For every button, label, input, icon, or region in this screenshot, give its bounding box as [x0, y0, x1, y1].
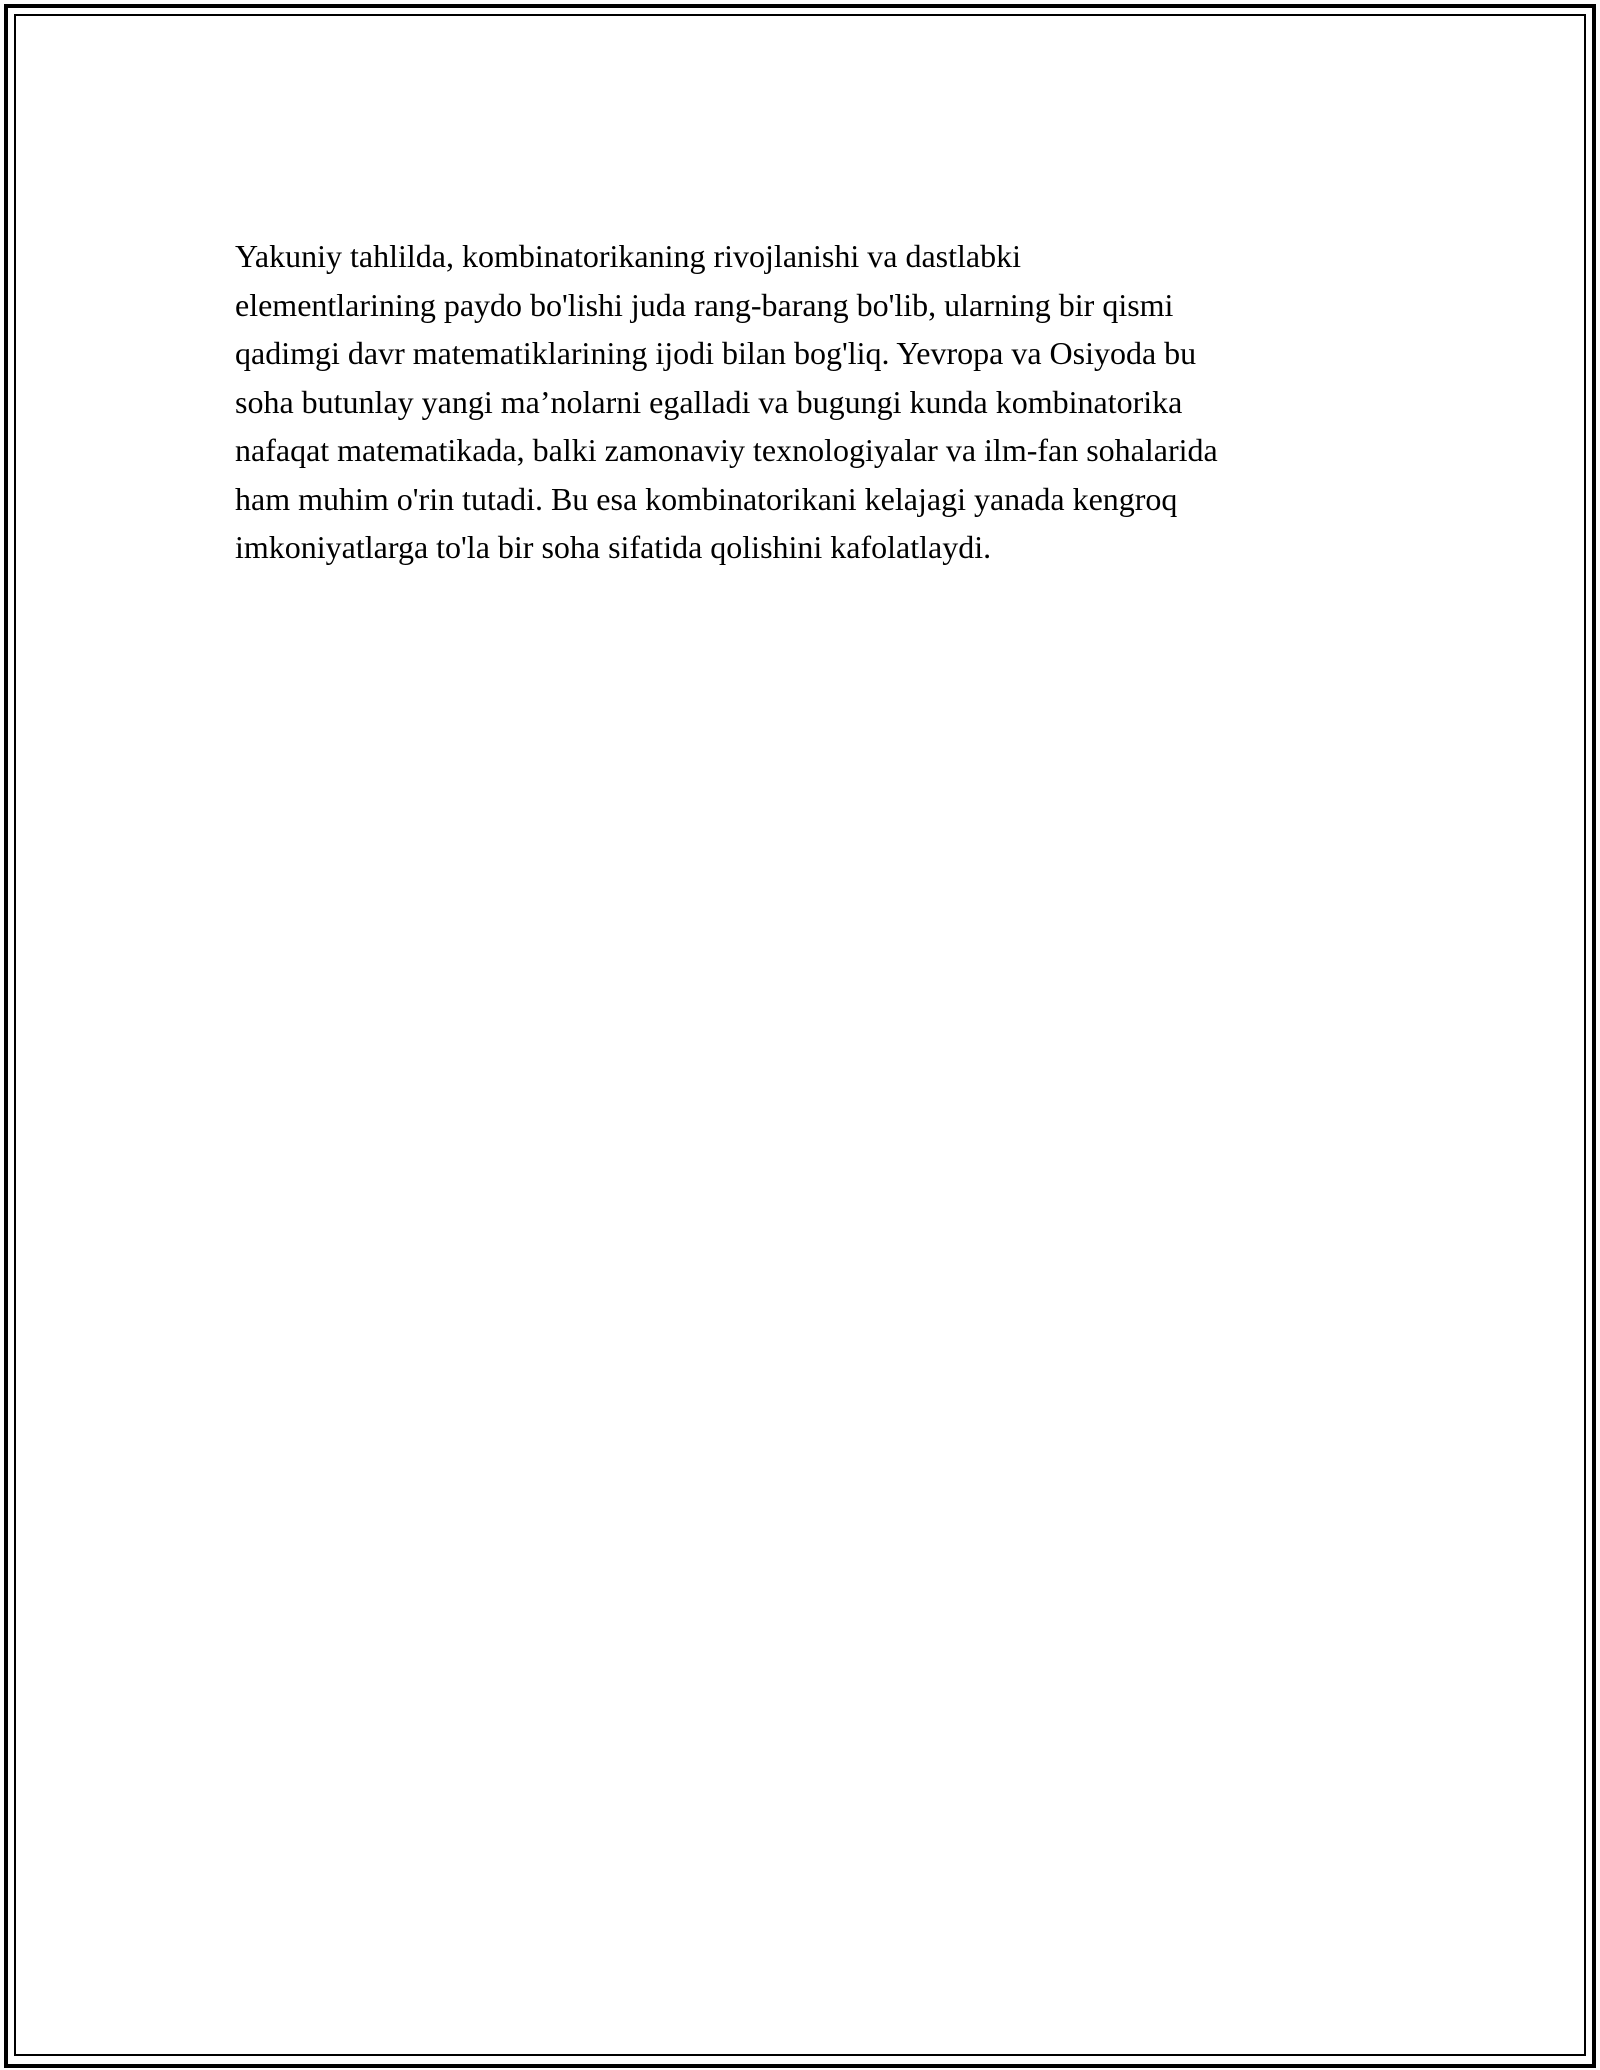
paragraph-line: imkoniyatlarga to'la bir soha sifatida qolishini kafolatlaydi. [235, 529, 992, 565]
paragraph-line: soha butunlay yangi ma’nolarni egalladi va bugungi kunda kombinatorika [235, 383, 1183, 420]
paragraph-line: Yakuniy tahlilda, kombinatorikaning rivojlanishi va dastlabki [235, 238, 1021, 274]
document-body [235, 232, 1395, 572]
paragraph-line: qadimgi davr matematiklarining ijodi bilan bog'liq. Yevropa va Osiyoda bu [235, 335, 1197, 371]
paragraph-line: elementlarining paydo bo'lishi juda rang-barang bo'lib, ularning bir qismi [235, 286, 1174, 323]
body-paragraph [235, 232, 1395, 572]
paragraph-line: nafaqat matematikada, balki zamonaviy texnologiyalar va ilm-fan sohalarida [235, 432, 1218, 468]
paragraph-line: ham muhim o'rin tutadi. Bu esa kombinatorikani kelajagi yanada kengroq [235, 480, 1178, 517]
